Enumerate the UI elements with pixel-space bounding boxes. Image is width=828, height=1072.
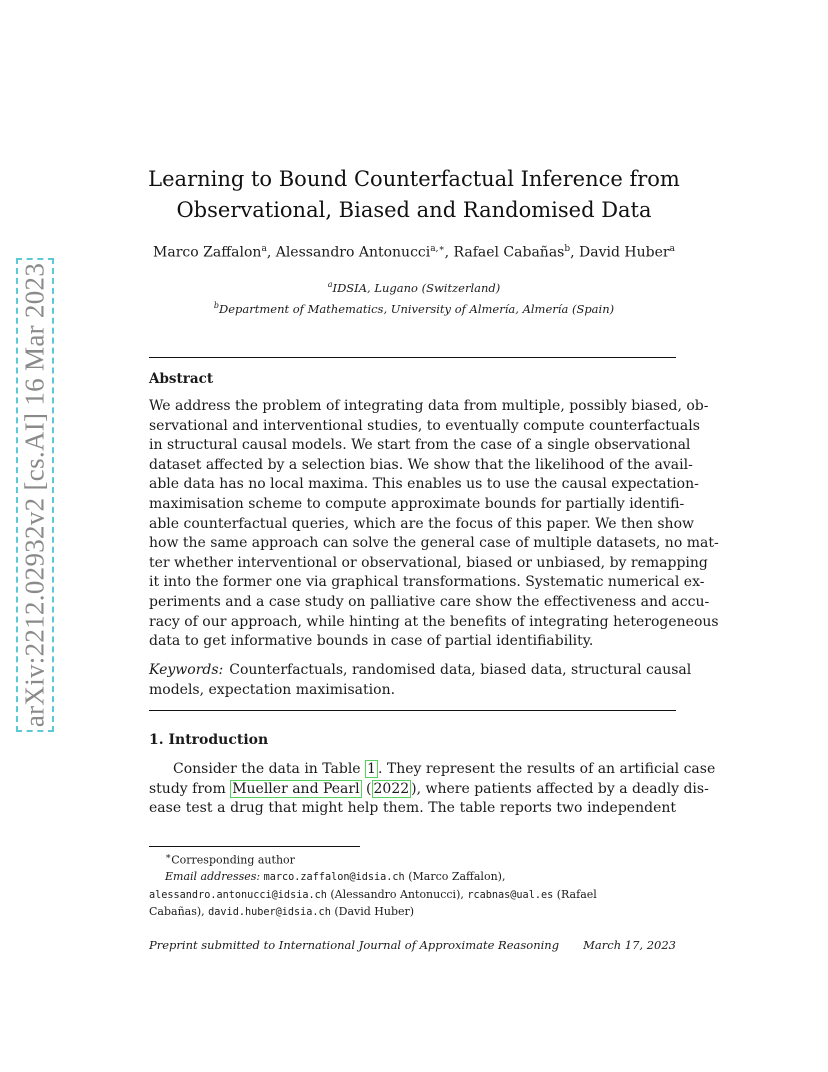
affiliation-mark: b — [213, 300, 219, 310]
email-owner: (Rafael — [556, 887, 597, 901]
abstract-line: maximisation scheme to compute approximate bounds for partially identifi- — [149, 495, 685, 512]
email-link[interactable]: marco.zaffalon@idsia.ch — [263, 872, 405, 884]
preprint-note: Preprint submitted to International Journal of Approximate Reasoning — [149, 938, 560, 952]
abstract-line: able counterfactual queries, which are the focus of this paper. We then show — [149, 515, 694, 532]
intro-text: study from — [149, 780, 231, 797]
footnote-line — [149, 904, 676, 922]
email-link[interactable]: david.huber@idsia.ch — [208, 907, 331, 919]
email-owner: (Alessandro Antonucci), — [330, 887, 464, 901]
email-owner: (David Huber) — [334, 905, 415, 919]
footnote-line — [149, 869, 676, 887]
footnote-rule — [149, 846, 360, 847]
author-mark: a — [261, 244, 267, 254]
email-link[interactable]: rcabnas@ual.es — [467, 889, 554, 901]
affiliations — [100, 276, 728, 318]
affiliation — [100, 276, 728, 297]
arxiv-id-text: arXiv:2212.02932v2 [cs.AI] 16 Mar 2023 — [19, 262, 50, 728]
author-name: Alessandro Antonucci — [275, 244, 431, 261]
abstract-line: servational and interventional studies, to eventually compute counterfactuals — [149, 417, 700, 434]
keywords-label: Keywords: — [149, 662, 224, 678]
affiliation — [100, 297, 728, 318]
email-owner: Cabañas), — [149, 905, 205, 919]
keywords-text: models, expectation maximisation. — [149, 682, 396, 698]
intro-line — [149, 760, 716, 780]
title-line: Learning to Bound Counterfactual Inference from — [148, 167, 680, 191]
intro-text: Consider the data in Table — [173, 761, 366, 777]
author-list: Marco Zaffalon$^a$, Alessandro Antonucci$^{a,∗}$, Rafael Cabañas$^b$, David Huber$^a$ — [153, 244, 675, 261]
intro-line — [149, 780, 709, 800]
intro-text: ( — [361, 780, 372, 797]
abstract-line: racy of our approach, while hinting at the benefits of integrating heterogeneous — [149, 613, 719, 630]
email-link[interactable]: alessandro.antonucci@idsia.ch — [149, 889, 327, 901]
affiliation-text: IDSIA, Lugano (Switzerland) — [332, 280, 501, 295]
abstract-line: how the same approach can solve the general case of multiple datasets, no mat- — [149, 535, 719, 552]
affiliation-text: Department of Mathematics, University of Almería, Almería (Spain) — [219, 301, 615, 316]
author-name: David Huber — [579, 244, 670, 261]
abstract-line: ter whether interventional or observational, biased or unbiased, by remapping — [149, 554, 708, 571]
table-reference-link[interactable]: 1 — [367, 761, 376, 777]
affiliation-mark: a — [327, 280, 333, 289]
intro-line: ease test a drug that might help them. The table reports two independent — [149, 800, 676, 817]
page-footer — [149, 938, 676, 952]
citation-link[interactable]: Mueller and Pearl — [232, 780, 360, 797]
abstract-line: data to get informative bounds in case of partial identifiability. — [149, 633, 594, 650]
intro-text: ), where patients affected by a deadly dis- — [411, 780, 709, 797]
abstract-line: periments and a case study on palliative care show the effectiveness and accu- — [149, 593, 710, 610]
author-mark: a,∗ — [430, 244, 445, 254]
footnote-text: Corresponding author — [171, 853, 295, 867]
title-line: Observational, Biased and Randomised Data — [176, 198, 652, 222]
footnote-mark: ∗ — [165, 851, 172, 862]
citation-year-link[interactable]: 2022 — [373, 780, 410, 797]
footnote-line — [149, 849, 676, 869]
keywords-text: Counterfactuals, randomised data, biased data, structural causal — [229, 662, 692, 678]
section-heading: 1. Introduction — [149, 732, 269, 748]
paper-title — [100, 164, 728, 226]
keywords — [149, 660, 692, 700]
abstract-heading: Abstract — [149, 371, 214, 387]
abstract-line: able data has no local maxima. This enables us to use the causal expectation- — [149, 476, 699, 493]
abstract-line: dataset affected by a selection bias. We show that the likelihood of the avail- — [149, 456, 693, 473]
footnote-line — [149, 887, 676, 905]
abstract-body — [149, 397, 719, 652]
abstract-bottom-rule — [149, 710, 676, 711]
author-name: Marco Zaffalon — [153, 244, 262, 261]
intro-text: . They represent the results of an artificial case — [377, 761, 716, 777]
author-mark: a — [669, 244, 675, 254]
abstract-line: We address the problem of integrating data from multiple, possibly biased, ob- — [149, 398, 709, 414]
abstract-line: in structural causal models. We start from the case of a single observational — [149, 437, 691, 454]
author-mark: b — [564, 244, 571, 254]
author-name: Rafael Cabañas — [453, 244, 565, 261]
introduction-body — [149, 760, 716, 819]
email-owner: (Marco Zaffalon), — [408, 870, 506, 884]
email-label: Email addresses: — [165, 870, 261, 884]
abstract-line: it into the former one via graphical transformations. Systematic numerical ex- — [149, 574, 705, 591]
arxiv-identifier-stamp[interactable] — [16, 258, 54, 732]
abstract-top-rule — [149, 357, 676, 358]
footnote — [149, 849, 676, 922]
preprint-date: March 17, 2023 — [583, 938, 676, 952]
